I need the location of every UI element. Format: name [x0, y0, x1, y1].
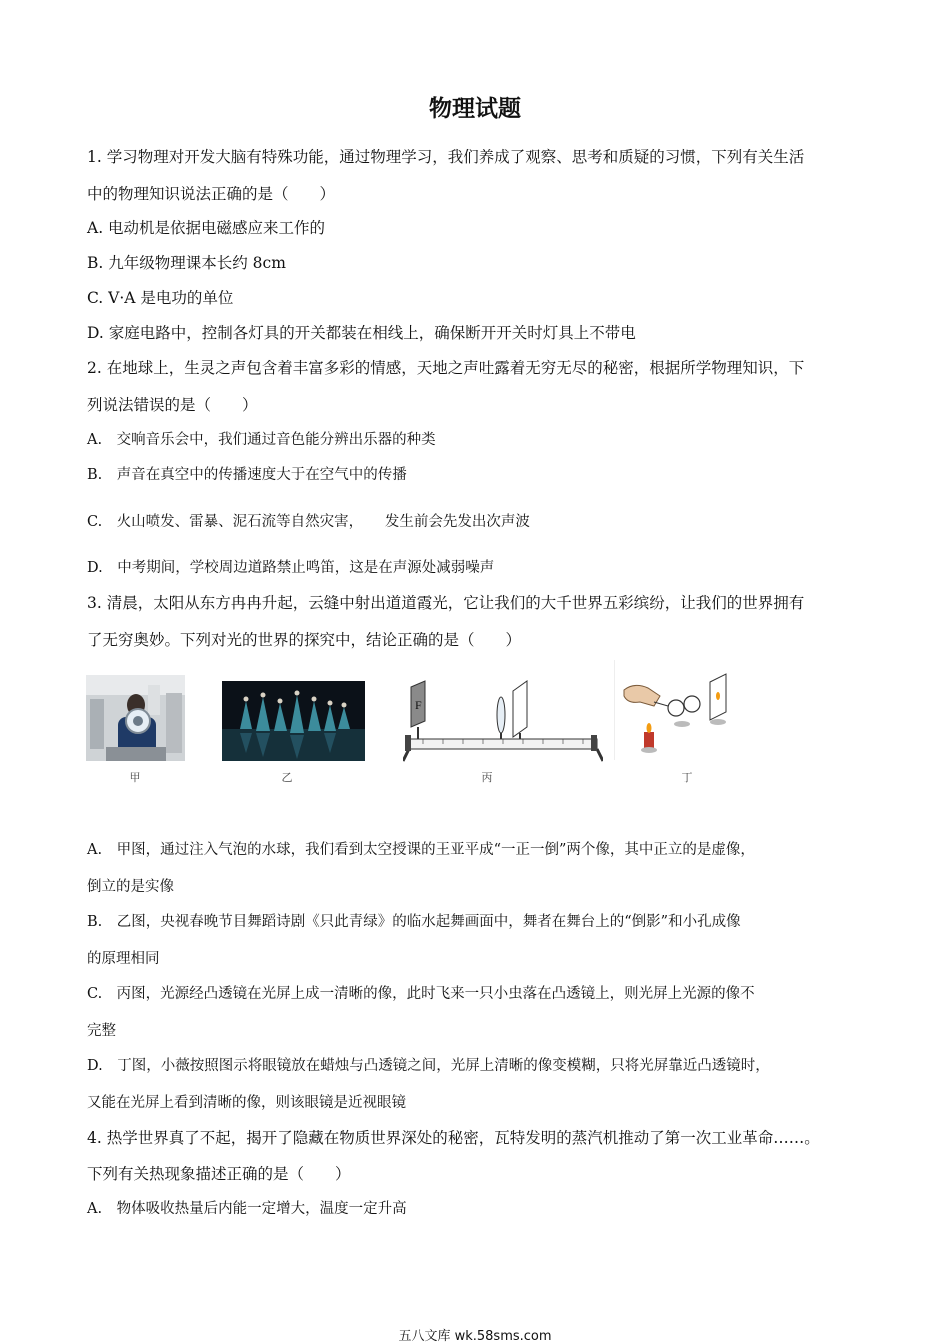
footer-watermark: 五八文库 wk.58sms.com — [398, 1329, 552, 1344]
figure-bing — [403, 677, 603, 763]
figure-ding-image — [614, 660, 744, 760]
q1-stem-line1: 1. 学习物理对开发大脑有特殊功能，通过物理学习，我们养成了观察、思考和质疑的习惯，下列有关生活 — [87, 148, 805, 166]
q4-stem-line2: 下列有关热现象描述正确的是（ ） — [87, 1165, 351, 1183]
q2-option-b: B. 声音在真空中的传播速度大于在空气中的传播 — [87, 467, 407, 483]
figure-jia-image — [86, 675, 185, 761]
q3-option-d-line2: 又能在光屏上看到清晰的像，则该眼镜是近视眼镜 — [87, 1095, 406, 1111]
q3-option-b-line2: 的原理相同 — [87, 951, 160, 967]
q1-stem-line2: 中的物理知识说法正确的是（ ） — [87, 185, 336, 203]
q3-option-b-line1: B. 乙图，央视春晚节目舞蹈诗剧《只此青绿》的临水起舞画面中，舞者在舞台上的“倒影”和小孔成像 — [87, 914, 741, 930]
q3-stem-line2: 了无穷奥妙。下列对光的世界的探究中，结论正确的是（ ） — [87, 631, 522, 649]
figure-bing-f-label: F — [415, 698, 422, 712]
q2-stem-line1: 2. 在地球上，生灵之声包含着丰富多彩的情感，天地之声吐露着无穷无尽的秘密，根据所学物理知识，下 — [87, 359, 805, 377]
q3-option-a-line2: 倒立的是实像 — [87, 879, 174, 895]
q4-stem-line1: 4. 热学世界真了不起，揭开了隐藏在物质世界深处的秘密，瓦特发明的蒸汽机推动了第一次工业革命……。 — [87, 1129, 820, 1147]
q2-option-c: C. 火山喷发、雷暴、泥石流等自然灾害， 发生前会先发出次声波 — [87, 514, 530, 530]
q3-option-a-line1: A. 甲图，通过注入气泡的水球，我们看到太空授课的王亚平成“一正一倒”两个像，其中正立的是虚像， — [87, 842, 755, 858]
q3-option-c-line2: 完整 — [87, 1023, 116, 1039]
caption-yi: 乙 — [281, 771, 293, 784]
caption-jia: 甲 — [129, 771, 141, 784]
q3-option-d-line1: D. 丁图，小薇按照图示将眼镜放在蜡烛与凸透镜之间，光屏上清晰的像变模糊，只将光屏靠近凸透镜时， — [87, 1058, 770, 1074]
q3-option-c-line1: C. 丙图，光源经凸透镜在光屏上成一清晰的像，此时飞来一只小虫落在凸透镜上，则光屏上光源的像不 — [87, 986, 755, 1002]
figure-ding — [614, 660, 744, 760]
figure-jia — [86, 675, 185, 761]
q1-option-d: D. 家庭电路中，控制各灯具的开关都装在相线上，确保断开开关时灯具上不带电 — [87, 324, 636, 342]
page-title: 物理试题 — [429, 96, 521, 122]
q1-option-b: B. 九年级物理课本长约 8cm — [87, 254, 286, 272]
caption-ding: 丁 — [681, 771, 693, 784]
caption-bing: 丙 — [481, 771, 493, 784]
q4-option-a: A. 物体吸收热量后内能一定增大，温度一定升高 — [87, 1201, 407, 1217]
q2-stem-line2: 列说法错误的是（ ） — [87, 396, 258, 414]
figure-yi-image — [222, 681, 365, 761]
q3-stem-line1: 3. 清晨，太阳从东方冉冉升起，云缝中射出道道霞光，它让我们的大千世界五彩缤纷，让我们的世界拥有 — [87, 594, 805, 612]
q1-option-a: A. 电动机是依据电磁感应来工作的 — [87, 219, 326, 237]
figure-bing-image — [403, 677, 603, 763]
q1-option-c: C. V·A 是电功的单位 — [87, 289, 234, 307]
q2-option-a: A. 交响音乐会中，我们通过音色能分辨出乐器的种类 — [87, 432, 436, 448]
q2-option-d: D. 中考期间，学校周边道路禁止鸣笛，这是在声源处减弱噪声 — [87, 560, 495, 576]
figure-yi — [222, 681, 365, 761]
